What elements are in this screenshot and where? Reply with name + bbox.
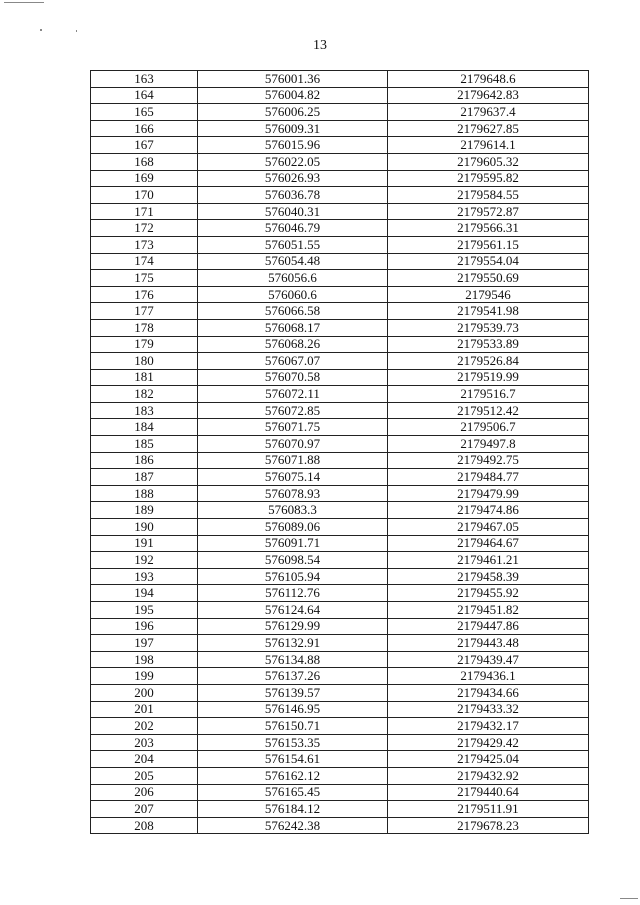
point-number-cell: 174 [91,253,198,270]
y-coordinate-cell: 2179467.05 [388,519,589,536]
table-row [91,303,589,320]
point-number-cell: 169 [91,170,198,187]
y-coordinate-cell: 2179554.04 [388,253,589,270]
x-coordinate-cell: 576026.93 [198,170,388,187]
x-coordinate-cell: 576075.14 [198,469,388,486]
point-number-cell: 178 [91,319,198,336]
y-coordinate-cell: 2179539.73 [388,319,589,336]
y-coordinate-cell: 2179526.84 [388,353,589,370]
x-coordinate-cell: 576009.31 [198,120,388,137]
y-coordinate-cell: 2179484.77 [388,469,589,486]
table-row [91,635,589,652]
y-coordinate-cell: 2179447.86 [388,618,589,635]
x-coordinate-cell: 576072.85 [198,402,388,419]
table-row [91,701,589,718]
y-coordinate-cell: 2179627.85 [388,120,589,137]
table-row [91,187,589,204]
point-number-cell: 195 [91,602,198,619]
point-number-cell: 171 [91,203,198,220]
table-row [91,535,589,552]
x-coordinate-cell: 576068.26 [198,336,388,353]
table-row [91,419,589,436]
table-row [91,319,589,336]
x-coordinate-cell: 576089.06 [198,519,388,536]
point-number-cell: 198 [91,651,198,668]
x-coordinate-cell: 576071.75 [198,419,388,436]
scan-artifact-line [4,2,44,3]
table-row [91,684,589,701]
table-row [91,801,589,818]
y-coordinate-cell: 2179497.8 [388,436,589,453]
point-number-cell: 208 [91,817,198,834]
point-number-cell: 189 [91,502,198,519]
x-coordinate-cell: 576078.93 [198,485,388,502]
point-number-cell: 166 [91,120,198,137]
x-coordinate-cell: 576124.64 [198,602,388,619]
y-coordinate-cell: 2179595.82 [388,170,589,187]
table-row [91,153,589,170]
point-number-cell: 186 [91,452,198,469]
table-row [91,253,589,270]
coordinates-table [90,70,589,834]
x-coordinate-cell: 576083.3 [198,502,388,519]
y-coordinate-cell: 2179461.21 [388,552,589,569]
y-coordinate-cell: 2179648.6 [388,71,589,88]
table-row [91,353,589,370]
y-coordinate-cell: 2179637.4 [388,104,589,121]
table-row [91,668,589,685]
point-number-cell: 200 [91,684,198,701]
scan-artifact-dot [76,30,77,32]
x-coordinate-cell: 576162.12 [198,767,388,784]
point-number-cell: 201 [91,701,198,718]
x-coordinate-cell: 576070.97 [198,436,388,453]
point-number-cell: 191 [91,535,198,552]
x-coordinate-cell: 576015.96 [198,137,388,154]
table-row [91,602,589,619]
y-coordinate-cell: 2179561.15 [388,236,589,253]
table-row [91,336,589,353]
table-row [91,170,589,187]
x-coordinate-cell: 576067.07 [198,353,388,370]
point-number-cell: 203 [91,734,198,751]
table-row [91,485,589,502]
y-coordinate-cell: 2179432.92 [388,767,589,784]
point-number-cell: 172 [91,220,198,237]
point-number-cell: 183 [91,402,198,419]
x-coordinate-cell: 576184.12 [198,801,388,818]
scan-artifact-line [620,898,638,899]
table-row [91,452,589,469]
point-number-cell: 197 [91,635,198,652]
x-coordinate-cell: 576006.25 [198,104,388,121]
x-coordinate-cell: 576146.95 [198,701,388,718]
table-row [91,568,589,585]
table-row [91,369,589,386]
x-coordinate-cell: 576070.58 [198,369,388,386]
x-coordinate-cell: 576046.79 [198,220,388,237]
y-coordinate-cell: 2179443.48 [388,635,589,652]
x-coordinate-cell: 576056.6 [198,270,388,287]
x-coordinate-cell: 576072.11 [198,386,388,403]
table-row [91,120,589,137]
y-coordinate-cell: 2179464.67 [388,535,589,552]
point-number-cell: 175 [91,270,198,287]
point-number-cell: 168 [91,153,198,170]
x-coordinate-cell: 576040.31 [198,203,388,220]
point-number-cell: 193 [91,568,198,585]
x-coordinate-cell: 576132.91 [198,635,388,652]
table-row [91,220,589,237]
table-row [91,104,589,121]
table-row [91,236,589,253]
point-number-cell: 167 [91,137,198,154]
table-row [91,552,589,569]
y-coordinate-cell: 2179439.47 [388,651,589,668]
y-coordinate-cell: 2179492.75 [388,452,589,469]
x-coordinate-cell: 576004.82 [198,87,388,104]
y-coordinate-cell: 2179614.1 [388,137,589,154]
x-coordinate-cell: 576129.99 [198,618,388,635]
y-coordinate-cell: 2179511.91 [388,801,589,818]
table-row [91,71,589,88]
x-coordinate-cell: 576068.17 [198,319,388,336]
point-number-cell: 181 [91,369,198,386]
table-row [91,469,589,486]
table-row [91,286,589,303]
table-row [91,203,589,220]
table-row [91,585,589,602]
x-coordinate-cell: 576066.58 [198,303,388,320]
y-coordinate-cell: 2179429.42 [388,734,589,751]
point-number-cell: 204 [91,751,198,768]
table-row [91,519,589,536]
point-number-cell: 170 [91,187,198,204]
point-number-cell: 188 [91,485,198,502]
point-number-cell: 196 [91,618,198,635]
y-coordinate-cell: 2179458.39 [388,568,589,585]
table-row [91,402,589,419]
x-coordinate-cell: 576091.71 [198,535,388,552]
y-coordinate-cell: 2179642.83 [388,87,589,104]
point-number-cell: 202 [91,718,198,735]
x-coordinate-cell: 576071.88 [198,452,388,469]
point-number-cell: 164 [91,87,198,104]
scan-artifact-dot [40,29,42,31]
table-row [91,784,589,801]
table-row [91,87,589,104]
table-row [91,767,589,784]
x-coordinate-cell: 576165.45 [198,784,388,801]
y-coordinate-cell: 2179678.23 [388,817,589,834]
x-coordinate-cell: 576001.36 [198,71,388,88]
x-coordinate-cell: 576137.26 [198,668,388,685]
y-coordinate-cell: 2179432.17 [388,718,589,735]
point-number-cell: 176 [91,286,198,303]
point-number-cell: 180 [91,353,198,370]
y-coordinate-cell: 2179541.98 [388,303,589,320]
table-row [91,270,589,287]
point-number-cell: 182 [91,386,198,403]
point-number-cell: 173 [91,236,198,253]
point-number-cell: 184 [91,419,198,436]
x-coordinate-cell: 576112.76 [198,585,388,602]
y-coordinate-cell: 2179433.32 [388,701,589,718]
table-row [91,817,589,834]
x-coordinate-cell: 576105.94 [198,568,388,585]
y-coordinate-cell: 2179451.82 [388,602,589,619]
point-number-cell: 187 [91,469,198,486]
point-number-cell: 205 [91,767,198,784]
point-number-cell: 206 [91,784,198,801]
x-coordinate-cell: 576153.35 [198,734,388,751]
page-number: 13 [313,38,327,53]
y-coordinate-cell: 2179479.99 [388,485,589,502]
x-coordinate-cell: 576060.6 [198,286,388,303]
x-coordinate-cell: 576242.38 [198,817,388,834]
y-coordinate-cell: 2179533.89 [388,336,589,353]
table-row [91,651,589,668]
point-number-cell: 163 [91,71,198,88]
x-coordinate-cell: 576054.48 [198,253,388,270]
x-coordinate-cell: 576154.61 [198,751,388,768]
x-coordinate-cell: 576139.57 [198,684,388,701]
table-row [91,718,589,735]
point-number-cell: 194 [91,585,198,602]
table-row [91,751,589,768]
y-coordinate-cell: 2179566.31 [388,220,589,237]
y-coordinate-cell: 2179436.1 [388,668,589,685]
y-coordinate-cell: 2179440.64 [388,784,589,801]
x-coordinate-cell: 576051.55 [198,236,388,253]
point-number-cell: 190 [91,519,198,536]
y-coordinate-cell: 2179546 [388,286,589,303]
y-coordinate-cell: 2179506.7 [388,419,589,436]
y-coordinate-cell: 2179584.55 [388,187,589,204]
point-number-cell: 192 [91,552,198,569]
y-coordinate-cell: 2179474.86 [388,502,589,519]
table-row [91,436,589,453]
point-number-cell: 179 [91,336,198,353]
point-number-cell: 177 [91,303,198,320]
point-number-cell: 207 [91,801,198,818]
x-coordinate-cell: 576150.71 [198,718,388,735]
point-number-cell: 185 [91,436,198,453]
x-coordinate-cell: 576098.54 [198,552,388,569]
y-coordinate-cell: 2179512.42 [388,402,589,419]
x-coordinate-cell: 576134.88 [198,651,388,668]
x-coordinate-cell: 576022.05 [198,153,388,170]
y-coordinate-cell: 2179455.92 [388,585,589,602]
y-coordinate-cell: 2179434.66 [388,684,589,701]
table-row [91,137,589,154]
table-row [91,502,589,519]
table-row [91,386,589,403]
coordinates-table-body [91,71,589,834]
point-number-cell: 165 [91,104,198,121]
y-coordinate-cell: 2179572.87 [388,203,589,220]
point-number-cell: 199 [91,668,198,685]
y-coordinate-cell: 2179516.7 [388,386,589,403]
table-row [91,618,589,635]
y-coordinate-cell: 2179425.04 [388,751,589,768]
y-coordinate-cell: 2179519.99 [388,369,589,386]
y-coordinate-cell: 2179605.32 [388,153,589,170]
table-row [91,734,589,751]
x-coordinate-cell: 576036.78 [198,187,388,204]
y-coordinate-cell: 2179550.69 [388,270,589,287]
